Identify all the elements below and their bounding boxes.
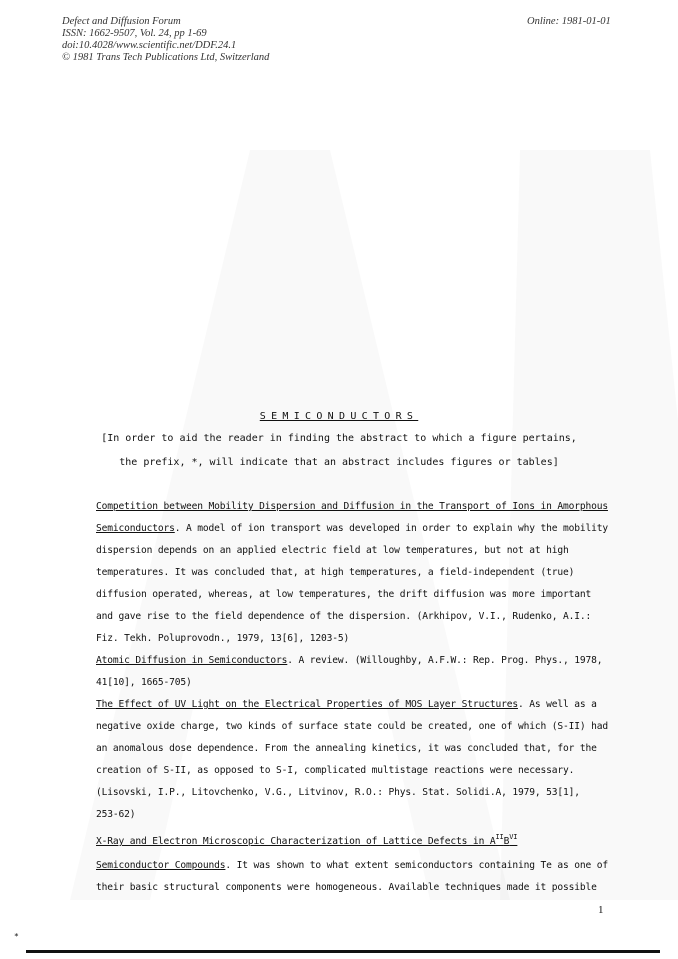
abstract-4-line-2 xyxy=(96,860,608,871)
abstract-3-line-3: an anomalous dose dependence. From the annealing kinetics, it was concluded that, for the xyxy=(96,743,597,754)
abstract-3-line-4: creation of S-II, as opposed to S-I, complicated multistage reactions were necessary. xyxy=(96,765,575,776)
abstract-1-title-line-1 xyxy=(96,501,608,512)
abstract-2-line-2: 41[10], 1665-705) xyxy=(96,677,192,688)
abstract-4-title-line-1 xyxy=(96,833,518,847)
abstract-4-sup-vi: VI xyxy=(509,833,518,841)
abstract-3-line-6: 253-62) xyxy=(96,809,136,820)
abstract-4-title xyxy=(96,833,518,847)
abstract-4-title-text: X-Ray and Electron Microscopic Characterization of Lattice Defects in A xyxy=(96,836,496,847)
abstract-4-text: . It was shown to what extent semiconductors containing Te as one of xyxy=(225,860,608,871)
abstract-4-line-3: their basic structural components were homogeneous. Available techniques made it possible xyxy=(96,882,597,893)
abstract-4-sup-ii: II xyxy=(495,833,504,841)
page-number: 1 xyxy=(598,904,604,916)
abstract-3-title: The Effect of UV Light on the Electrical Properties of MOS Layer Structures xyxy=(96,699,518,710)
issn-line: ISSN: 1662-9507, Vol. 24, pp 1-69 xyxy=(62,28,207,39)
copyright-line: © 1981 Trans Tech Publications Ltd, Switzerland xyxy=(62,52,270,63)
corner-mark: * xyxy=(14,932,19,941)
doi-line: doi:10.4028/www.scientific.net/DDF.24.1 xyxy=(62,40,237,51)
abstract-2-title: Atomic Diffusion in Semiconductors xyxy=(96,655,288,666)
abstract-2-line-1 xyxy=(96,655,602,666)
abstract-1-line-7: Fiz. Tekh. Poluprovodn., 1979, 13[6], 1203-5) xyxy=(96,633,350,644)
intro-line-1: [In order to aid the reader in finding the abstract to which a figure pertains, xyxy=(101,433,577,444)
abstract-1-title-cont: Semiconductors xyxy=(96,523,175,534)
abstract-1-line-2 xyxy=(96,523,608,534)
abstract-1-line-6: and gave rise to the field dependence of the dispersion. (Arkhipov, V.I., Rudenko, A.I.: xyxy=(96,611,592,622)
intro-line-2: the prefix, *, will indicate that an abstract includes figures or tables] xyxy=(119,457,559,468)
abstract-3-line-5: (Lisovski, I.P., Litovchenko, V.G., Litvinov, R.O.: Phys. Stat. Solidi.A, 1979, 53[1], xyxy=(96,787,580,798)
abstract-1-title: Competition between Mobility Dispersion and Diffusion in the Transport of Ions in Amorphous xyxy=(96,501,608,512)
abstract-1-text: . A model of ion transport was developed in order to explain why the mobility xyxy=(174,523,608,534)
abstract-1-line-3: dispersion depends on an applied electric field at low temperatures, but not at high xyxy=(96,545,569,556)
abstract-4-title-cont: Semiconductor Compounds xyxy=(96,860,226,871)
footer-rule xyxy=(26,950,660,953)
abstract-1-line-4: temperatures. It was concluded that, at high temperatures, a field-independent (true) xyxy=(96,567,575,578)
abstract-3-line-2: negative oxide charge, two kinds of surface state could be created, one of which (S-II) had xyxy=(96,721,608,732)
abstract-4-title-b: B xyxy=(503,836,510,847)
abstract-3-line-1 xyxy=(96,699,597,710)
abstract-3-text: . As well as a xyxy=(517,699,597,710)
section-title: SEMICONDUCTORS xyxy=(259,411,419,422)
abstract-2-text: . A review. (Willoughby, A.F.W.: Rep. Prog. Phys., 1978, xyxy=(287,655,603,666)
journal-name: Defect and Diffusion Forum xyxy=(62,16,181,27)
journal-header xyxy=(62,16,269,64)
abstract-1-line-5: diffusion operated, whereas, at low temperatures, the drift diffusion was more important xyxy=(96,589,592,600)
online-date: Online: 1981-01-01 xyxy=(527,16,611,27)
